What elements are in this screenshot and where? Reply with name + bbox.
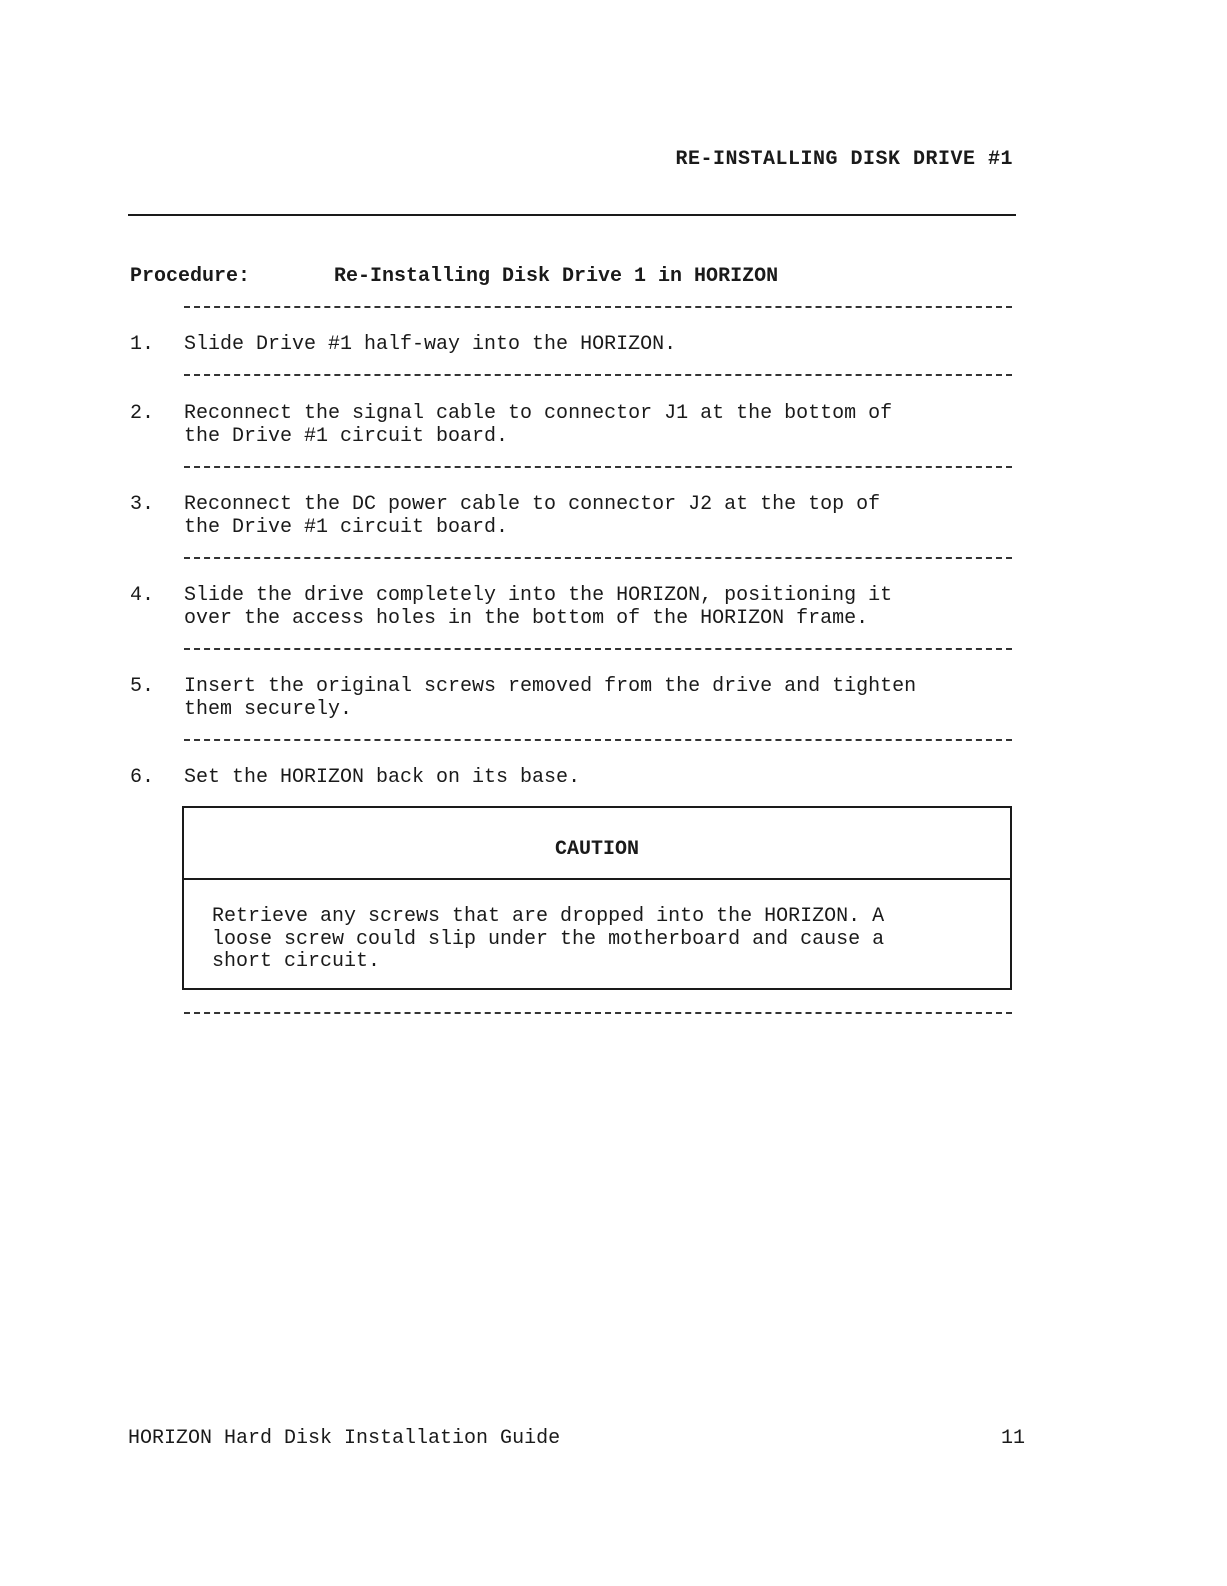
footer-title: HORIZON Hard Disk Installation Guide [128, 1427, 561, 1450]
step-text: Slide the drive completely into the HORIZON, positioning it over the access holes in the bottom of the HORIZON frame. [184, 584, 893, 630]
step-number: 1. [130, 333, 155, 356]
caution-title: CAUTION [554, 838, 639, 861]
step-number: 4. [130, 584, 155, 607]
header-rule [128, 214, 1016, 216]
step-text: Slide Drive #1 half-way into the HORIZON. [184, 333, 677, 356]
caution-text: Retrieve any screws that are dropped into the HORIZON. A loose screw could slip under the motherboard and cause a short circuit. [212, 905, 885, 973]
step-divider [184, 374, 1012, 376]
caution-box [182, 806, 1012, 990]
procedure-label: Procedure: [130, 265, 251, 288]
procedure-title: Re-Installing Disk Drive 1 in HORIZON [334, 265, 779, 288]
step-divider [184, 648, 1012, 650]
step-divider [184, 557, 1012, 559]
caution-rule [184, 878, 1010, 880]
step-text: Reconnect the signal cable to connector J1 at the bottom of the Drive #1 circuit board. [184, 402, 893, 448]
step-number: 2. [130, 402, 155, 425]
step-divider [184, 466, 1012, 468]
running-head: RE-INSTALLING DISK DRIVE #1 [675, 148, 1013, 171]
step-number: 5. [130, 675, 155, 698]
step-text: Reconnect the DC power cable to connector J2 at the top of the Drive #1 circuit board. [184, 493, 881, 539]
page-number: 11 [1000, 1427, 1025, 1450]
step-text: Insert the original screws removed from the drive and tighten them securely. [184, 675, 917, 721]
step-number: 6. [130, 766, 155, 789]
step-text: Set the HORIZON back on its base. [184, 766, 581, 789]
step-divider [184, 306, 1012, 308]
end-divider [184, 1012, 1012, 1014]
step-divider [184, 739, 1012, 741]
step-number: 3. [130, 493, 155, 516]
